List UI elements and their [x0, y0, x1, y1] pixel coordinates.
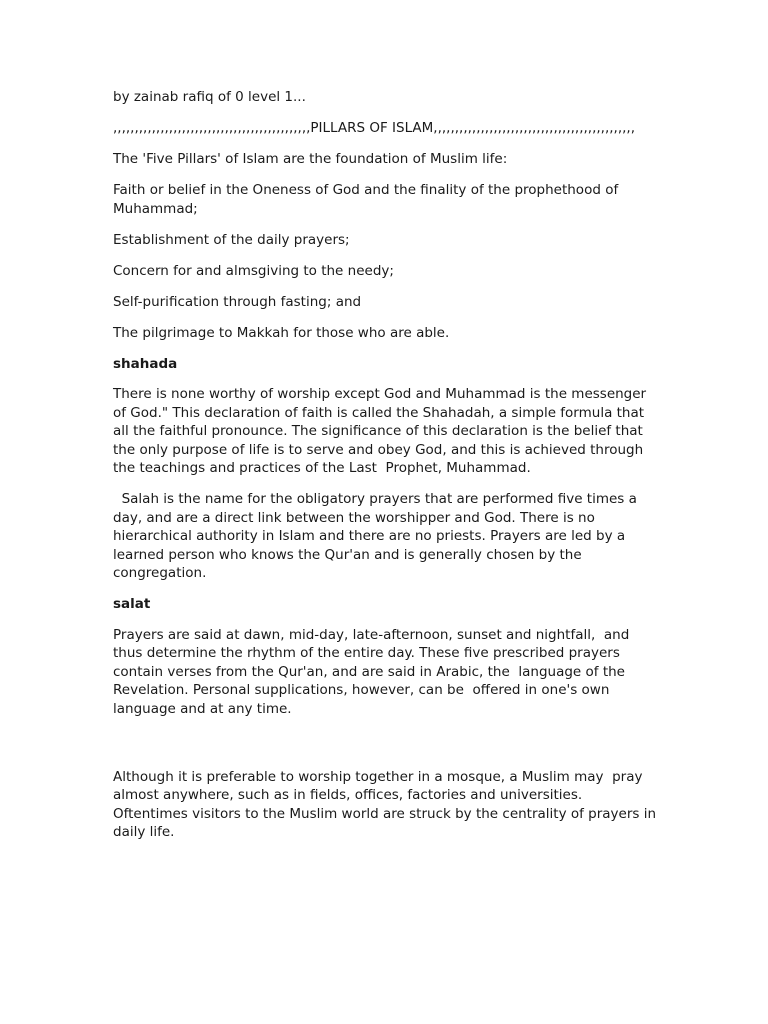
salat-paragraph-1: Prayers are said at dawn, mid-day, late-afternoon, sunset and nightfall, and thus determine the rhythm of the entire day. These five prescribed prayers contain verses from the Qur'an, and are said in Arabic, the language of the Revelation. Personal supplications, however, can be offered in one's own language and at any time. — [113, 626, 634, 717]
pillar-item-fasting: Self-purification through fasting; and — [113, 293, 362, 310]
pillar-item-almsgiving: Concern for and almsgiving to the needy; — [113, 262, 394, 279]
pillar-item-faith: Faith or belief in the Oneness of God and the finality of the prophethood of Muhammad; — [113, 182, 619, 217]
pillar-item-pilgrimage: The pilgrimage to Makkah for those who are able. — [113, 324, 450, 341]
shahada-paragraph: There is none worthy of worship except God and Muhammad is the messenger of God." This declaration of faith is called the Shahadah, a simple formula that all the faithful pronounce. The significance of this declaration is the belief that the only purpose of life is to serve and obey God, and this is achieved through the teachings and practices of the Last Prophet, Muhammad. — [113, 386, 651, 476]
pillar-item-prayers: Establishment of the daily prayers; — [113, 231, 350, 248]
salat-paragraph-2: Although it is preferable to worship together in a mosque, a Muslim may pray almost anywhere, such as in fields, offices, factories and universities. Oftentimes visitors to the Muslim world are struck by the centrality of prayers in daily life. — [113, 768, 661, 840]
salat-heading: salat — [113, 596, 151, 612]
salah-paragraph: Salah is the name for the obligatory prayers that are performed five times a day, and are a direct link between the worshipper and God. There is no hierarchical authority in Islam and there are no priests. Prayers are led by a learned person who knows the Qur'an and is generally chosen by the congregation. — [113, 491, 642, 581]
title-line: ,,,,,,,,,,,,,,,,,,,,,,,,,,,,,,,,,,,,,,,,,,,,,,PILLARS OF ISLAM,,,,,,,,,,,,,,,,,,,,,,,,,,,,,,,,,,,,,,,,,,,,,,, — [113, 120, 635, 136]
byline: by zainab rafiq of 0 level 1... — [113, 89, 306, 105]
shahada-heading: shahada — [113, 355, 178, 372]
intro-paragraph: The 'Five Pillars' of Islam are the foundation of Muslim life: — [113, 151, 508, 167]
paragraph-spacer — [113, 731, 658, 768]
document-page — [113, 88, 661, 854]
